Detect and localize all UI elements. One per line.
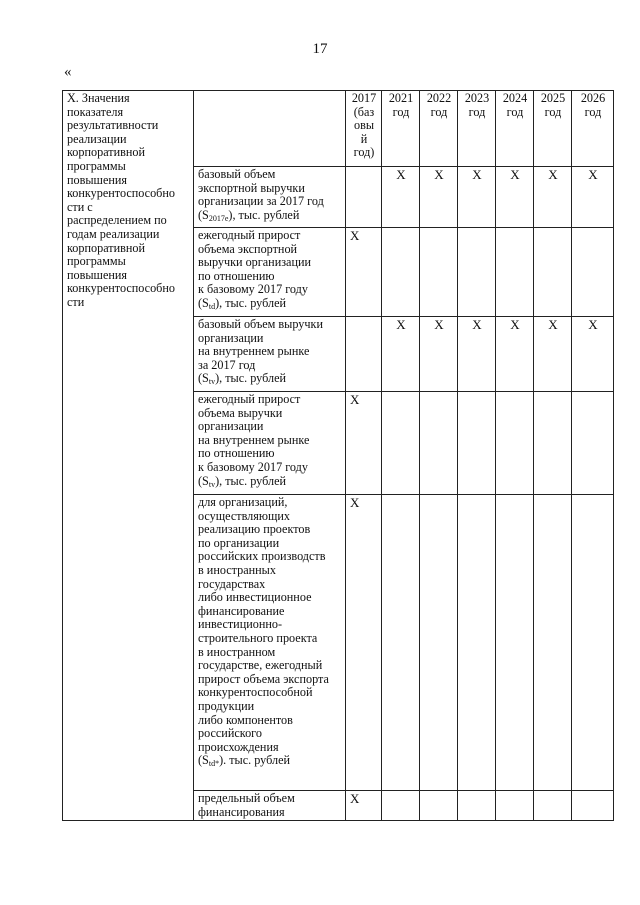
row-label: базовый объем экспортной выручки организации за 2017 год $(S_{2017е})$, тыс. рублей <box>194 167 346 228</box>
mark-cell: Х <box>534 167 572 228</box>
empty-cell <box>382 228 420 317</box>
mark-cell: Х <box>572 317 614 392</box>
empty-cell <box>458 791 496 821</box>
mark-cell: Х <box>346 791 382 821</box>
empty-cell <box>534 228 572 317</box>
empty-cell <box>572 495 614 791</box>
mark-cell: Х <box>382 317 420 392</box>
indicator-table <box>62 90 614 821</box>
row-label: ежегодный прирост объема выручки организации на внутреннем рынке по отношению к базовому 2017 году $(S_{tv})$, тыс. рублей <box>194 392 346 495</box>
empty-cell <box>534 392 572 495</box>
empty-cell <box>534 495 572 791</box>
mark-cell: Х <box>572 167 614 228</box>
empty-cell <box>496 791 534 821</box>
year-2023-header: 2023 год <box>458 91 496 167</box>
empty-cell <box>420 392 458 495</box>
empty-cell <box>572 228 614 317</box>
mark-cell: Х <box>458 167 496 228</box>
section-title-cell: X. Значения показателя результативности реализации корпоративной программы повышения конкурентоспособно сти с распределением по годам реализации корпоративной программы повышения конкурентоспособно сти <box>63 91 194 821</box>
mark-cell: Х <box>496 317 534 392</box>
empty-cell <box>420 791 458 821</box>
row-label: предельный объем финансирования <box>194 791 346 821</box>
mark-cell: Х <box>496 167 534 228</box>
opening-quote-mark: « <box>64 64 72 80</box>
empty-cell <box>420 228 458 317</box>
mark-cell: Х <box>346 228 382 317</box>
row-label: ежегодный прирост объема экспортной выручки организации по отношению к базовому 2017 году $(S_{td})$, тыс. рублей <box>194 228 346 317</box>
empty-cell <box>496 495 534 791</box>
row-label: базовый объем выручки организации на внутреннем рынке за 2017 год $(S_{tv})$, тыс. рублей <box>194 317 346 392</box>
page-number: 17 <box>312 41 328 57</box>
cell-2017 <box>346 167 382 228</box>
empty-cell <box>382 392 420 495</box>
empty-cell <box>382 791 420 821</box>
year-2025-header: 2025 год <box>534 91 572 167</box>
mark-cell: Х <box>458 317 496 392</box>
header-row <box>63 91 614 167</box>
year-2024-header: 2024 год <box>496 91 534 167</box>
empty-cell <box>382 495 420 791</box>
mark-cell: Х <box>382 167 420 228</box>
year-2022-header: 2022 год <box>420 91 458 167</box>
mark-cell: Х <box>346 495 382 791</box>
empty-cell <box>534 791 572 821</box>
empty-cell <box>458 228 496 317</box>
mark-cell: Х <box>346 392 382 495</box>
year-2017-header: 2017 (баз овы й год) <box>346 91 382 167</box>
empty-cell <box>572 392 614 495</box>
empty-cell <box>496 228 534 317</box>
empty-cell <box>496 392 534 495</box>
empty-cell <box>572 791 614 821</box>
row-label: для организаций, осуществляющих реализацию проектов по организации российских производств в иностранных государствах либо инвестиционное финансирование инвестиционно- строительного проекта в иностранном государстве, ежегодный прирост объема экспорта конкурентоспособной продукции либо компонентов российского происхождения $(S_{td*})$. тыс. рублей <box>194 495 346 791</box>
empty-cell <box>458 495 496 791</box>
mark-cell: Х <box>420 317 458 392</box>
year-2021-header: 2021 год <box>382 91 420 167</box>
header-empty-cell <box>194 91 346 167</box>
cell-2017 <box>346 317 382 392</box>
mark-cell: Х <box>420 167 458 228</box>
year-2026-header: 2026 год <box>572 91 614 167</box>
empty-cell <box>420 495 458 791</box>
empty-cell <box>458 392 496 495</box>
mark-cell: Х <box>534 317 572 392</box>
